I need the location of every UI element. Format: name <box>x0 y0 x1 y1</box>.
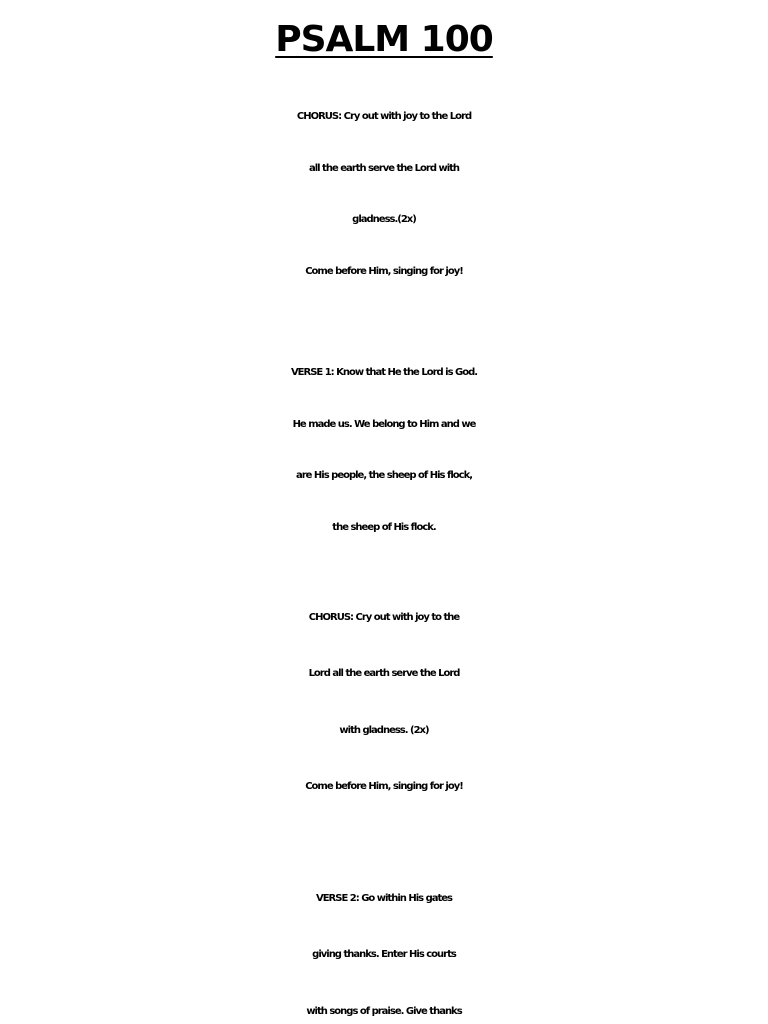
chorus-1-line: all the earth serve the Lord with <box>308 162 460 174</box>
chorus-2-block <box>0 590 768 815</box>
verse-1-line: VERSE 1: Know that He the Lord is God. <box>290 367 478 378</box>
chorus-1-line: CHORUS: Cry out with joy to the Lord <box>296 111 472 122</box>
chorus-1-block <box>0 91 768 297</box>
verse-1-block <box>0 347 768 553</box>
verse-2-block <box>0 871 768 1024</box>
verse-2-line: giving thanks. Enter His courts <box>312 949 456 961</box>
chorus-2-line: CHORUS: Cry out with joy to the <box>308 612 460 623</box>
chorus-1-line: gladness.(2x) <box>352 214 416 225</box>
chorus-2-line: with gladness. (2x) <box>339 724 429 736</box>
verse-2-line: VERSE 2: Go within His gates <box>315 893 453 904</box>
page-title: PSALM 100 <box>275 19 493 60</box>
verse-1-line: are His people, the sheep of His flock, <box>295 470 473 481</box>
chorus-1-line: Come before Him, singing for joy! <box>305 265 463 277</box>
verse-2-line: with songs of praise. Give thanks <box>306 1005 462 1017</box>
chorus-2-line: Come before Him, singing for joy! <box>305 780 463 792</box>
verse-1-line: the sheep of His flock. <box>332 521 436 533</box>
verse-1-line: He made us. We belong to Him and we <box>292 418 476 430</box>
chorus-2-line: Lord all the earth serve the Lord <box>308 668 460 680</box>
